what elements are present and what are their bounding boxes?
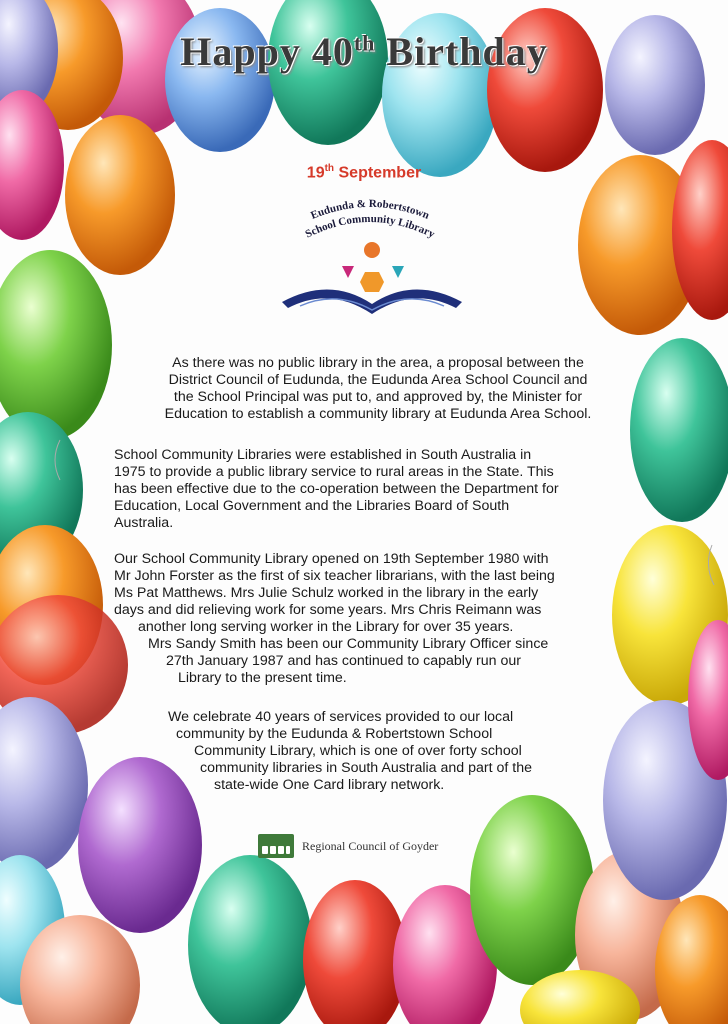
text-line: Australia.	[114, 515, 174, 531]
title-sup: th	[353, 30, 376, 56]
text-line: 27th January 1987 and has continued to capably run our	[166, 653, 521, 669]
text-line: Education to establish a community library at Eudunda Area School.	[164, 406, 592, 422]
date-label	[0, 163, 728, 182]
paragraph-history	[118, 355, 638, 423]
date-month: September	[334, 164, 422, 182]
logo-circle-icon	[364, 242, 380, 258]
text-line: Ms Pat Matthews. Mrs Julie Schulz worked in the library in the early	[114, 585, 539, 601]
text-line: Library to the present time.	[178, 670, 347, 686]
date-number: 19	[306, 164, 325, 182]
paragraph-staff	[114, 551, 634, 687]
text-line: state-wide One Card library network.	[214, 777, 445, 793]
council-logo-icon	[258, 834, 294, 858]
text-line: We celebrate 40 years of services provided to our local	[168, 709, 514, 725]
library-logo	[270, 186, 470, 336]
council-name: Regional Council of Goyder	[302, 838, 439, 853]
date-sup: th	[324, 163, 335, 174]
text-line: the School Principal was put to, and approved by, the Minister for	[173, 389, 583, 405]
text-line: School Community Libraries were established in South Australia in	[114, 447, 532, 463]
footer-sponsor	[258, 832, 438, 860]
text-line: Community Library, which is one of over forty school	[194, 743, 522, 759]
text-line: days and did relieving work for some years. Mrs Chris Reimann was	[114, 602, 542, 618]
text-line: community by the Eudunda & Robertstown School	[176, 726, 493, 742]
title-post: Birthday	[375, 29, 548, 74]
title-pre: Happy 40	[180, 29, 354, 74]
logo-hexagon-icon	[360, 272, 384, 292]
paragraph-establishment	[114, 447, 636, 532]
logo-text-line1: Eudunda & Robertstown	[309, 197, 431, 222]
page-title	[0, 28, 728, 75]
text-line: As there was no public library in the area, a proposal between the	[172, 355, 584, 371]
logo-text-line2: School Community Library	[303, 212, 437, 241]
text-line: District Council of Eudunda, the Eudunda Area School Council and	[168, 372, 588, 388]
text-line: Mrs Sandy Smith has been our Community Library Officer since	[148, 636, 549, 652]
text-line: another long serving worker in the Library for over 35 years.	[138, 619, 514, 635]
paragraph-celebration	[114, 709, 614, 794]
text-line: 1975 to provide a public library service to rural areas in the State. This	[114, 464, 554, 480]
logo-triangle-icon	[392, 266, 404, 278]
text-line: community libraries in South Australia and part of the	[200, 760, 532, 776]
text-line: Education, Local Government and the Libraries Board of South	[114, 498, 510, 514]
text-line: Mr John Forster as the first of six teacher librarians, with the last being	[114, 568, 555, 584]
text-line: has been effective due to the co-operation between the Department for	[114, 481, 559, 497]
text-line: Our School Community Library opened on 19th September 1980 with	[114, 551, 549, 567]
logo-triangle-icon	[342, 266, 354, 278]
